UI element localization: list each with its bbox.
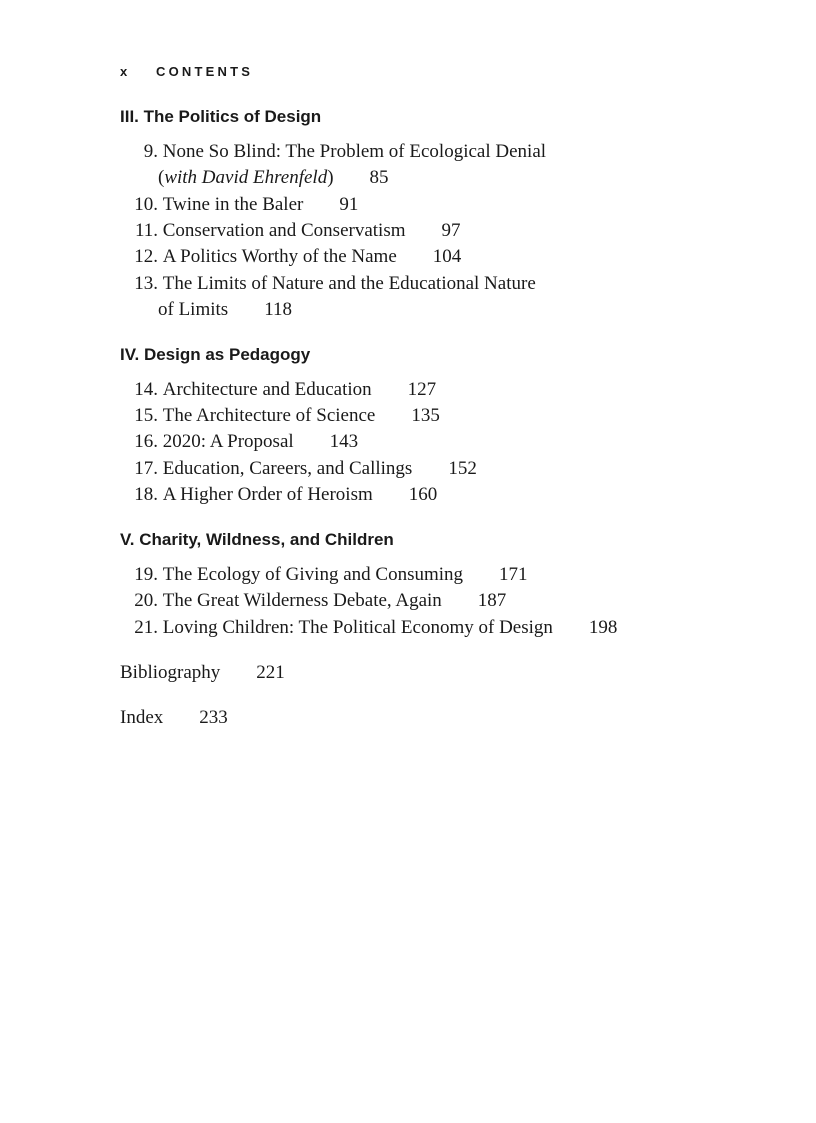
entry-page: 127	[407, 379, 437, 400]
toc-entry-19[interactable]	[120, 562, 528, 588]
entry-title: Loving Children: The Political Economy of Design	[162, 617, 553, 638]
entry-title: Education, Careers, and Callings	[162, 458, 413, 479]
entry-number: 14.	[134, 379, 158, 400]
entry-page: 104	[432, 246, 462, 267]
running-head-label: CONTENTS	[156, 64, 254, 79]
entry-page: 198	[588, 617, 618, 638]
entry-number: 15.	[134, 405, 158, 426]
entry-page: 152	[448, 458, 477, 479]
backmatter-page: 221	[256, 662, 285, 683]
entry-number: 19.	[134, 564, 158, 585]
entry-title: A Politics Worthy of the Name	[162, 246, 397, 267]
entry-title-line1: None So Blind: The Problem of Ecological Denial	[162, 141, 547, 162]
toc-entry-15[interactable]	[120, 403, 440, 429]
entry-page: 187	[477, 590, 507, 611]
toc-entry-11[interactable]	[120, 218, 461, 244]
entry-number: 16.	[134, 431, 158, 452]
entry-coauthor: with David Ehrenfeld	[164, 167, 328, 188]
toc-entry-10[interactable]	[120, 192, 358, 218]
entry-number: 13.	[134, 273, 158, 294]
entry-number: 12.	[134, 246, 158, 267]
toc-entry-16[interactable]	[120, 429, 358, 455]
paren-open: (	[158, 167, 165, 188]
entry-page: 143	[329, 431, 359, 452]
entry-title: Twine in the Baler	[162, 194, 304, 215]
entry-title-line1: The Limits of Nature and the Educational Nature	[162, 273, 536, 294]
part-heading-iv: IV. Design as Pedagogy	[120, 345, 311, 364]
toc-entry-20[interactable]	[120, 588, 506, 614]
toc-entry-13[interactable]	[120, 271, 536, 323]
entry-page: 160	[408, 484, 438, 505]
entry-number: 11.	[134, 220, 158, 241]
entry-number: 18.	[134, 484, 158, 505]
entry-page: 118	[264, 299, 292, 320]
entry-page: 85	[369, 167, 389, 188]
entry-title: 2020: A Proposal	[162, 431, 294, 452]
part-heading-iii: III. The Politics of Design	[120, 107, 322, 126]
entry-number: 21.	[134, 617, 158, 638]
backmatter-page: 233	[199, 707, 228, 728]
entry-title: Architecture and Education	[162, 379, 372, 400]
entry-number: 17.	[134, 458, 158, 479]
entry-number: 9.	[143, 141, 158, 162]
toc-entry-21[interactable]	[120, 615, 617, 641]
backmatter-title: Bibliography	[120, 662, 221, 683]
entry-title: The Ecology of Giving and Consuming	[162, 564, 464, 585]
entry-title: The Architecture of Science	[162, 405, 376, 426]
entry-title: Conservation and Conservatism	[162, 220, 406, 241]
toc-index[interactable]	[120, 707, 228, 729]
running-head	[120, 64, 253, 79]
entry-title: A Higher Order of Heroism	[162, 484, 373, 505]
entry-title-line2	[120, 297, 536, 323]
entry-title-line2	[120, 165, 546, 191]
paren-close: )	[327, 167, 334, 188]
entry-page: 91	[339, 194, 359, 215]
toc-entry-17[interactable]	[120, 456, 477, 482]
toc-entry-18[interactable]	[120, 482, 437, 508]
entry-number: 20.	[134, 590, 158, 611]
entry-title: The Great Wilderness Debate, Again	[162, 590, 442, 611]
entry-page: 171	[499, 564, 528, 585]
toc-entry-14[interactable]	[120, 377, 436, 403]
backmatter-title: Index	[120, 707, 164, 728]
toc-entry-12[interactable]	[120, 244, 461, 270]
toc-entry-9[interactable]	[120, 139, 546, 191]
toc-bibliography[interactable]	[120, 662, 285, 684]
page-folio: x	[120, 64, 128, 79]
entry-number: 10.	[134, 194, 158, 215]
entry-page: 97	[441, 220, 461, 241]
part-heading-v: V. Charity, Wildness, and Children	[120, 530, 394, 549]
entry-page: 135	[411, 405, 440, 426]
entry-title-continued: of Limits	[158, 299, 229, 320]
